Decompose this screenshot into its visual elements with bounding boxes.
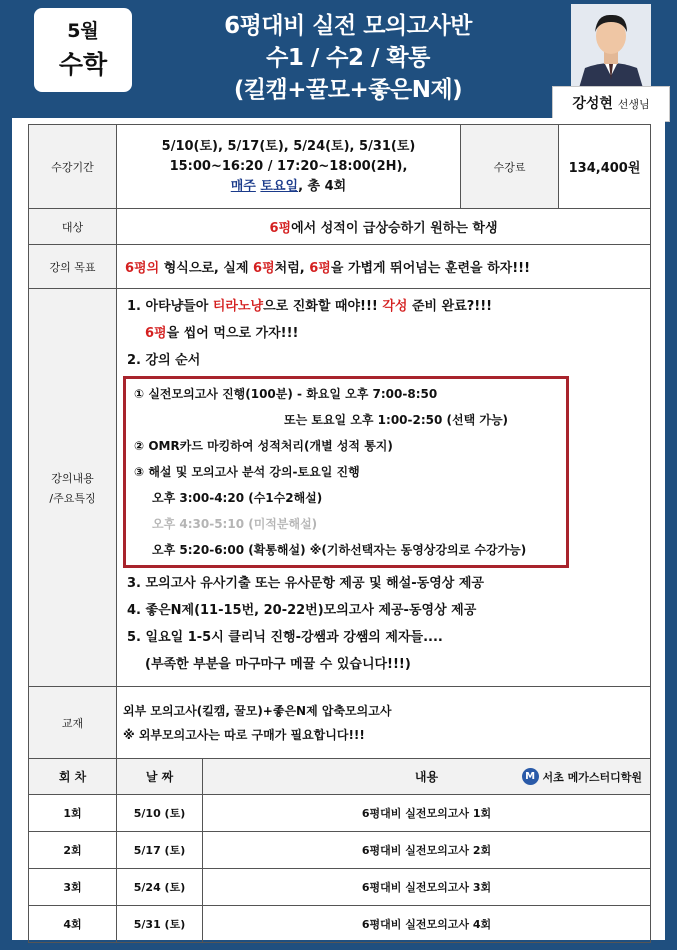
box-line-6: 오후 4:30-5:10 (미적분해설) bbox=[152, 517, 318, 531]
header-round: 회 차 bbox=[29, 759, 117, 795]
schedule-header-row bbox=[29, 759, 651, 795]
book-line-2: ※ 외부모의고사는 따로 구매가 필요합니다!!! bbox=[123, 727, 365, 742]
item-1-highlight: 티라노냥 bbox=[212, 299, 264, 314]
item-1-text: 으로 진화할 때야!!! bbox=[263, 299, 383, 314]
fee-value: 134,400원 bbox=[559, 125, 651, 209]
fee-label: 수강료 bbox=[461, 125, 559, 209]
item-1-highlight: 각성 bbox=[382, 299, 408, 314]
book-line-1: 외부 모의고사(킬캠, 꿀모)+좋은N제 압축모의고사 bbox=[123, 703, 392, 718]
target-highlight: 6평 bbox=[269, 221, 292, 236]
book-row bbox=[29, 687, 651, 759]
header-content-label: 내용 bbox=[414, 770, 439, 784]
item-5: 5. 일요일 1-5시 클리닉 진행-강쌤과 강쌤의 제자들.... bbox=[127, 630, 443, 645]
title-line-1: 6평대비 실전 모의고사반 bbox=[224, 13, 472, 39]
schedule-row bbox=[29, 795, 651, 832]
goal-row bbox=[29, 245, 651, 289]
academy-logo-icon: M bbox=[522, 768, 539, 785]
course-sheet bbox=[12, 118, 665, 940]
box-line-2: 또는 토요일 오후 1:00-2:50 (선택 가능) bbox=[284, 413, 509, 427]
box-line-5: 오후 3:00-4:20 (수1수2해설) bbox=[152, 491, 323, 505]
course-title bbox=[168, 10, 528, 106]
schedule-row bbox=[29, 869, 651, 906]
item-4: 4. 좋은N제(11-15번, 20-22번)모의고사 제공-동영상 제공 bbox=[127, 603, 477, 618]
date-cell: 5/10 (토) bbox=[117, 795, 203, 832]
period-label: 수강기간 bbox=[29, 125, 117, 209]
date-cell: 5/24 (토) bbox=[117, 869, 203, 906]
subject-badge bbox=[34, 8, 132, 92]
item-1-text: 1. 아타냥들아 bbox=[127, 299, 213, 314]
teacher-name: 강성현 bbox=[572, 96, 613, 112]
schedule-row bbox=[29, 832, 651, 869]
round-cell: 3회 bbox=[29, 869, 117, 906]
date-cell: 5/31 (토) bbox=[117, 906, 203, 943]
book-value bbox=[117, 687, 651, 759]
period-total: , 총 4회 bbox=[298, 178, 347, 194]
teacher-suffix: 선생님 bbox=[617, 98, 650, 111]
header bbox=[0, 0, 677, 118]
period-row bbox=[29, 125, 651, 209]
item-1-highlight: 6평 bbox=[145, 326, 167, 341]
box-line-1: ① 실전모의고사 진행(100분) - 화요일 오후 7:00-8:50 bbox=[134, 387, 438, 401]
box-line-4: ③ 해설 및 모의고사 분석 강의-토요일 진행 bbox=[134, 465, 360, 479]
header-content bbox=[203, 759, 651, 795]
subject-month: 5월 bbox=[67, 20, 99, 42]
academy-brand bbox=[522, 768, 642, 785]
period-weekly: 매주 bbox=[230, 178, 256, 194]
header-date: 날 짜 bbox=[117, 759, 203, 795]
course-info-table bbox=[28, 124, 651, 943]
period-saturday: 토요일 bbox=[260, 178, 299, 194]
schedule-row bbox=[29, 906, 651, 943]
item-2: 2. 강의 순서 bbox=[127, 353, 201, 368]
content-label-line-1: 강의내용 bbox=[51, 471, 94, 485]
content-label-line-2: /주요특징 bbox=[49, 491, 96, 505]
goal-part: 6평 bbox=[309, 261, 331, 276]
title-line-2: 수1 / 수2 / 확통 bbox=[266, 45, 430, 71]
goal-part: 을 가볍게 뛰어넘는 훈련을 하자!!! bbox=[330, 261, 531, 276]
target-row bbox=[29, 209, 651, 245]
schedule-box bbox=[123, 376, 569, 568]
content-label bbox=[29, 289, 117, 687]
item-1 bbox=[127, 293, 640, 320]
academy-name: 서초 메가스터디학원 bbox=[542, 770, 643, 784]
content-value bbox=[117, 289, 651, 687]
item-1-line-2 bbox=[127, 320, 640, 347]
teacher-portrait-icon bbox=[571, 4, 651, 88]
content-row bbox=[29, 289, 651, 687]
date-cell: 5/17 (토) bbox=[117, 832, 203, 869]
goal-part: 형식으로, 실제 bbox=[159, 261, 254, 276]
subject-name: 수학 bbox=[58, 50, 108, 79]
title-line-3: (킬캠+꿀모+좋은N제) bbox=[233, 77, 463, 103]
item-3: 3. 모의고사 유사기출 또는 유사문항 제공 및 해설-동영상 제공 bbox=[127, 576, 484, 591]
book-label: 교재 bbox=[29, 687, 117, 759]
period-value bbox=[117, 125, 461, 209]
item-1-text: 을 씹어 먹으로 가자!!! bbox=[166, 326, 299, 341]
goal-part: 6평 bbox=[253, 261, 275, 276]
target-text: 에서 성적이 급상승하기 원하는 학생 bbox=[291, 221, 498, 236]
goal-value bbox=[117, 245, 651, 289]
target-label: 대상 bbox=[29, 209, 117, 245]
round-cell: 4회 bbox=[29, 906, 117, 943]
period-times: 15:00~16:20 / 17:20~18:00(2H), bbox=[169, 158, 408, 174]
round-cell: 1회 bbox=[29, 795, 117, 832]
period-frequency bbox=[125, 177, 452, 197]
content-cell: 6평대비 실전모의고사 2회 bbox=[203, 832, 651, 869]
round-cell: 2회 bbox=[29, 832, 117, 869]
target-value bbox=[117, 209, 651, 245]
content-cell: 6평대비 실전모의고사 4회 bbox=[203, 906, 651, 943]
period-dates: 5/10(토), 5/17(토), 5/24(토), 5/31(토) bbox=[161, 138, 416, 154]
goal-label: 강의 목표 bbox=[29, 245, 117, 289]
content-cell: 6평대비 실전모의고사 1회 bbox=[203, 795, 651, 832]
item-1-text: 준비 완료?!!! bbox=[407, 299, 493, 314]
teacher-photo bbox=[571, 4, 651, 88]
content-cell: 6평대비 실전모의고사 3회 bbox=[203, 869, 651, 906]
teacher-name-label bbox=[552, 86, 670, 122]
goal-part: 6평의 bbox=[125, 261, 160, 276]
box-line-7: 오후 5:20-6:00 (확통해설) ※(기하선택자는 동영상강의로 수강가능) bbox=[152, 543, 527, 557]
item-5-line-2: (부족한 부분을 마구마구 메꿀 수 있습니다!!!) bbox=[145, 657, 411, 672]
box-line-3: ② OMR카드 마킹하여 성적처리(개별 성적 통지) bbox=[134, 439, 393, 453]
goal-part: 처럼, bbox=[274, 261, 310, 276]
